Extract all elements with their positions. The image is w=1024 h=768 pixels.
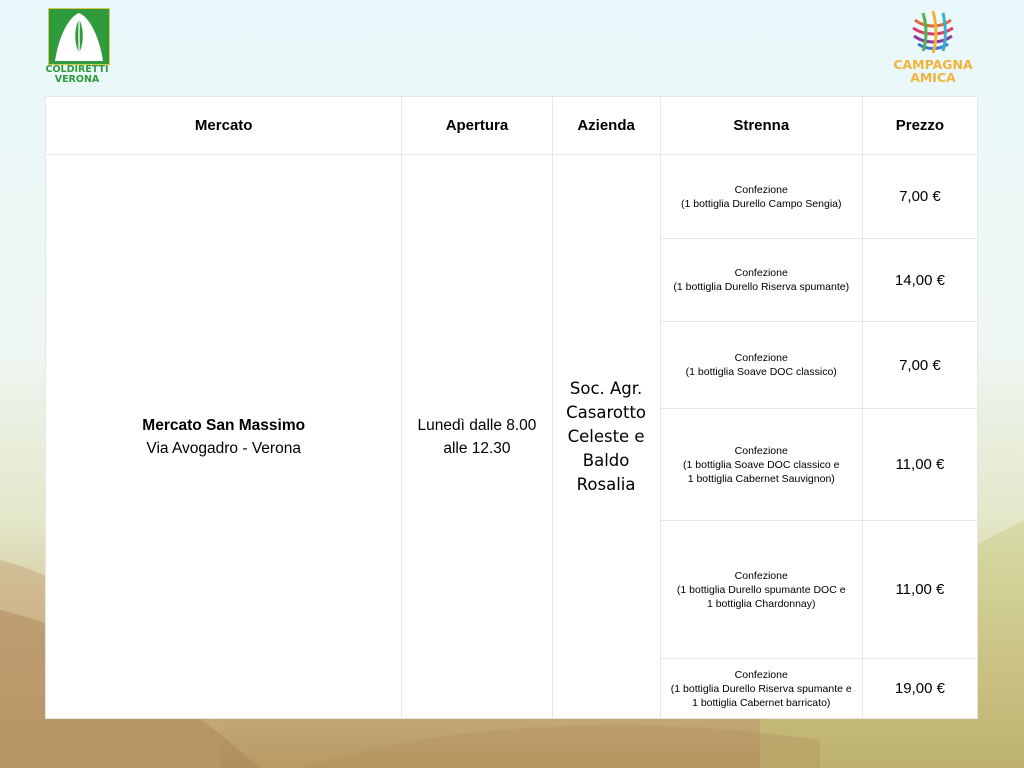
header-strenna: Strenna bbox=[660, 97, 862, 155]
table-header-row bbox=[46, 97, 978, 155]
header-mercato: Mercato bbox=[46, 97, 402, 155]
coldiretti-logo-line2: VERONA bbox=[54, 74, 100, 85]
yarn-ball-icon bbox=[893, 8, 973, 56]
header-azienda: Azienda bbox=[552, 97, 660, 155]
prezzo-cell: 19,00 € bbox=[862, 659, 977, 719]
prezzo-cell: 11,00 € bbox=[862, 521, 977, 659]
azienda-text: Soc. Agr. Casarotto Celeste e Baldo Rosalia bbox=[566, 378, 647, 494]
strenna-cell: Confezione (1 bottiglia Soave DOC classico) bbox=[660, 322, 862, 409]
header-prezzo: Prezzo bbox=[862, 97, 977, 155]
azienda-cell bbox=[552, 155, 660, 719]
mercato-address: Via Avogadro - Verona bbox=[146, 439, 301, 457]
apertura-cell bbox=[402, 155, 552, 719]
table-row bbox=[46, 155, 978, 239]
prezzo-cell: 11,00 € bbox=[862, 409, 977, 521]
campagna-amica-logo bbox=[893, 8, 973, 88]
strenna-cell: Confezione (1 bottiglia Durello Campo Sengia) bbox=[660, 155, 862, 239]
strenna-cell: Confezione (1 bottiglia Soave DOC classico e 1 bottiglia Cabernet Sauvignon) bbox=[660, 409, 862, 521]
strenne-table bbox=[45, 96, 978, 719]
mercato-name: Mercato San Massimo bbox=[142, 416, 306, 434]
header-apertura: Apertura bbox=[402, 97, 552, 155]
coldiretti-verona-logo bbox=[45, 8, 110, 88]
strenna-cell: Confezione (1 bottiglia Durello Riserva spumante) bbox=[660, 239, 862, 322]
apertura-text: Lunedì dalle 8.00 alle 12.30 bbox=[417, 416, 537, 457]
prezzo-cell: 7,00 € bbox=[862, 155, 977, 239]
strenna-cell: Confezione (1 bottiglia Durello spumante DOC e 1 bottiglia Chardonnay) bbox=[660, 521, 862, 659]
campagna-amica-logo-line1: CAMPAGNA bbox=[893, 57, 973, 72]
coldiretti-shield-icon bbox=[48, 8, 110, 65]
mercato-cell bbox=[46, 155, 402, 719]
coldiretti-logo-line1: COLDIRETTI bbox=[45, 64, 109, 75]
prezzo-cell: 7,00 € bbox=[862, 322, 977, 409]
strenna-cell: Confezione (1 bottiglia Durello Riserva spumante e 1 bottiglia Cabernet barricato) bbox=[660, 659, 862, 719]
prezzo-cell: 14,00 € bbox=[862, 239, 977, 322]
campagna-amica-logo-line2: AMICA bbox=[910, 70, 956, 85]
